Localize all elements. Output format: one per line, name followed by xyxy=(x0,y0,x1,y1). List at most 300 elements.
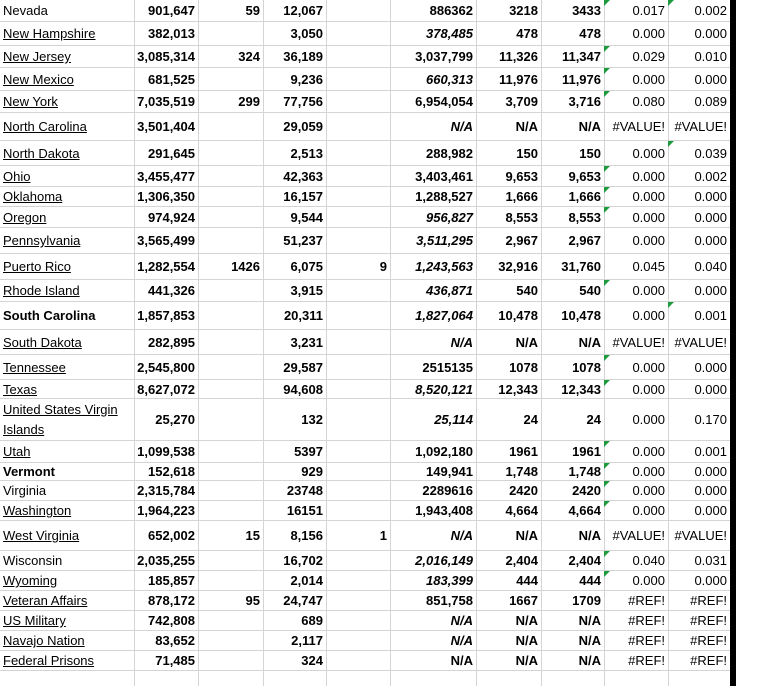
cell-c9: 0.000 xyxy=(694,483,727,498)
cell-c8: #REF! xyxy=(628,653,665,668)
cell-c7: 540 xyxy=(579,283,601,298)
cell-c3: 51,237 xyxy=(283,233,323,248)
cell-c8: 0.000 xyxy=(604,280,668,301)
row-label-link[interactable] xyxy=(0,254,134,279)
row-label-link[interactable] xyxy=(0,399,134,440)
row-label-link[interactable] xyxy=(0,441,134,462)
cell-c8: 0.000 xyxy=(604,481,668,500)
cell-c3: 29,587 xyxy=(283,359,323,375)
cell-c7: 11,347 xyxy=(561,49,601,64)
cell-c5: 1,943,408 xyxy=(415,503,473,518)
cell-c1: 652,002 xyxy=(148,528,195,543)
table-row xyxy=(0,611,730,631)
table-row xyxy=(0,141,730,166)
cell-c6: 150 xyxy=(516,145,538,161)
row-label-link[interactable] xyxy=(0,187,134,206)
cell-c8: 0.000 xyxy=(604,187,668,206)
cell-c2 xyxy=(198,481,263,500)
row-label-link[interactable] xyxy=(0,611,134,630)
cell-warning-indicator[interactable] xyxy=(604,207,610,213)
cell-c6: 10,478 xyxy=(498,308,538,323)
cell-c2 xyxy=(198,187,263,206)
cell-c6: N/A xyxy=(515,633,538,648)
cell-c2 xyxy=(198,551,263,570)
cell-c7: 1,748 xyxy=(568,464,601,479)
cell-warning-indicator[interactable] xyxy=(604,551,610,557)
cell-c9: 0.000 xyxy=(694,26,727,41)
cell-c2 xyxy=(198,380,263,398)
cell-c8: 0.000 xyxy=(632,233,665,248)
row-label-link[interactable] xyxy=(0,631,134,650)
cell-c4 xyxy=(326,141,390,165)
row-label-text: South Carolina xyxy=(3,308,96,323)
cell-c5: 660,313 xyxy=(426,71,473,87)
cell-c8: #VALUE! xyxy=(612,334,665,350)
cell-c7: N/A xyxy=(578,119,601,134)
cell-warning-indicator[interactable] xyxy=(604,463,610,469)
row-label-link[interactable] xyxy=(0,355,134,379)
row-label-text: Ohio xyxy=(3,168,31,184)
cell-c7: N/A xyxy=(578,528,601,543)
row-label xyxy=(0,302,134,329)
cell-c7: 1961 xyxy=(572,444,601,459)
cell-c8: 0.000 xyxy=(604,207,668,227)
row-label-text: Oregon xyxy=(3,209,47,225)
cell-c4 xyxy=(326,330,390,354)
cell-c6: N/A xyxy=(515,334,538,350)
cell-c2 xyxy=(198,441,263,462)
cell-c4: 9 xyxy=(379,259,387,274)
cell-c7: 3433 xyxy=(572,3,601,18)
cell-c5: 1,092,180 xyxy=(415,444,473,459)
cell-c5: N/A xyxy=(450,334,473,350)
table-row xyxy=(0,228,730,254)
cell-c1: 3,565,499 xyxy=(137,233,195,248)
cell-c9: 0.000 xyxy=(694,189,727,204)
cell-c4 xyxy=(326,651,390,670)
cell-c8: 0.000 xyxy=(604,441,668,462)
row-label-link[interactable] xyxy=(0,22,134,45)
cell-c9: 0.000 xyxy=(694,464,727,479)
table-row xyxy=(0,302,730,330)
row-label-text: New Mexico xyxy=(3,71,74,87)
row-label-link[interactable] xyxy=(0,330,134,354)
cell-c5: 2289616 xyxy=(422,483,473,498)
cell-warning-indicator[interactable] xyxy=(668,302,674,308)
cell-c2: 299 xyxy=(238,94,260,109)
cell-c3: 2,513 xyxy=(290,145,323,161)
row-label-link[interactable] xyxy=(0,228,134,253)
cell-warning-indicator[interactable] xyxy=(668,141,674,147)
cell-c3: 5397 xyxy=(294,444,323,459)
table-row xyxy=(0,521,730,551)
table-row xyxy=(0,187,730,207)
cell-c4 xyxy=(326,302,390,329)
cell-c1: 71,485 xyxy=(155,653,195,668)
cell-c4 xyxy=(326,187,390,206)
cell-c2 xyxy=(198,399,263,440)
cell-c1: 152,618 xyxy=(148,464,195,479)
table-row xyxy=(0,441,730,463)
cell-c5: 3,511,295 xyxy=(416,233,473,248)
cell-c5: 6,954,054 xyxy=(415,94,473,109)
cell-c3: 20,311 xyxy=(283,308,323,323)
table-row xyxy=(0,22,730,46)
row-label-text: Navajo Nation xyxy=(3,633,85,648)
row-label-link[interactable] xyxy=(0,166,134,186)
cell-c7: 150 xyxy=(579,145,601,161)
cell-c5: N/A xyxy=(450,613,473,628)
cell-c2 xyxy=(198,501,263,520)
cell-c5: N/A xyxy=(450,653,473,668)
cell-c9: #REF! xyxy=(690,653,727,668)
cell-c1: 185,857 xyxy=(148,573,195,588)
row-label xyxy=(0,463,134,480)
cell-c1: 8,627,072 xyxy=(137,381,195,397)
table-row xyxy=(0,399,730,441)
cell-c6: 8,553 xyxy=(505,209,538,225)
cell-c3: 3,231 xyxy=(290,334,323,350)
cell-c9: 0.000 xyxy=(694,283,727,298)
cell-c4 xyxy=(326,22,390,45)
cell-c4 xyxy=(326,380,390,398)
cell-c8: 0.000 xyxy=(632,412,665,427)
row-label-text: Veteran Affairs xyxy=(3,593,88,608)
row-label xyxy=(0,481,134,500)
row-label-text: Rhode Island xyxy=(3,283,80,298)
cell-c8: 0.000 xyxy=(604,380,668,398)
cell-c2 xyxy=(198,611,263,630)
cell-c1: 681,525 xyxy=(148,71,195,87)
cell-c4 xyxy=(326,68,390,90)
cell-c8: 0.000 xyxy=(604,501,668,520)
row-label-text: Vermont xyxy=(3,464,56,479)
cell-c2: 95 xyxy=(245,593,260,608)
cell-c2: 1426 xyxy=(231,259,260,274)
cell-c4 xyxy=(326,631,390,650)
cell-c9: 0.089 xyxy=(694,94,727,109)
row-label-text: Federal Prisons xyxy=(3,653,95,668)
row-label-text: Wyoming xyxy=(3,573,58,588)
cell-c9: #REF! xyxy=(690,633,727,648)
row-label-text: United States Virgin Islands xyxy=(3,401,118,437)
row-label-link[interactable] xyxy=(0,521,134,550)
row-label-link[interactable] xyxy=(0,380,134,398)
row-label-text: South Dakota xyxy=(3,334,82,350)
cell-c7: 9,653 xyxy=(568,168,601,184)
cell-c6: N/A xyxy=(515,119,538,134)
cell-c4 xyxy=(326,113,390,140)
cell-c7: 11,976 xyxy=(561,71,601,87)
cell-c3: 23748 xyxy=(286,483,323,498)
row-label-text: Virginia xyxy=(3,483,47,498)
cell-c4 xyxy=(326,611,390,630)
cell-c3: 24,747 xyxy=(283,593,323,608)
grid-edge-bar xyxy=(730,0,736,686)
cell-warning-indicator[interactable] xyxy=(604,571,610,577)
cell-c6: 3,709 xyxy=(505,94,538,109)
cell-c1: 3,501,404 xyxy=(137,119,195,134)
cell-c1: 282,895 xyxy=(148,334,195,350)
cell-warning-indicator[interactable] xyxy=(604,46,610,52)
cell-c5: N/A xyxy=(450,528,473,543)
cell-warning-indicator[interactable] xyxy=(604,280,610,286)
cell-c4 xyxy=(326,166,390,186)
cell-c7: 4,664 xyxy=(568,503,601,518)
table-row xyxy=(0,380,730,399)
cell-c8: 0.045 xyxy=(632,259,665,274)
cell-warning-indicator[interactable] xyxy=(604,501,610,507)
cell-c1: 1,964,223 xyxy=(137,503,195,518)
cell-c5: 3,403,461 xyxy=(415,168,473,184)
cell-c1: 742,808 xyxy=(148,613,195,628)
cell-c7: N/A xyxy=(578,334,601,350)
cell-c7: N/A xyxy=(578,613,601,628)
cell-c6: 1078 xyxy=(509,359,538,375)
cell-c4 xyxy=(326,481,390,500)
table-row xyxy=(0,355,730,380)
cell-c2 xyxy=(198,22,263,45)
cell-c8: 0.000 xyxy=(632,308,665,323)
cell-c5: 2,016,149 xyxy=(415,553,473,568)
cell-c2 xyxy=(198,113,263,140)
cell-warning-indicator[interactable] xyxy=(604,441,610,447)
cell-c2 xyxy=(198,207,263,227)
cell-c6: 2,967 xyxy=(505,233,538,248)
row-label-text: Nevada xyxy=(3,3,48,18)
cell-c1: 2,545,800 xyxy=(137,359,195,375)
cell-c5: 183,399 xyxy=(426,573,473,588)
cell-c7: 10,478 xyxy=(561,308,601,323)
cell-c1: 1,282,554 xyxy=(137,259,195,274)
cell-warning-indicator[interactable] xyxy=(604,355,610,361)
cell-c8: #REF! xyxy=(628,613,665,628)
row-label-text: Puerto Rico xyxy=(3,259,71,274)
cell-c9: 0.002 xyxy=(668,0,730,21)
cell-c8: 0.029 xyxy=(604,46,668,67)
row-label-link[interactable] xyxy=(0,571,134,590)
cell-c9: 0.000 xyxy=(694,233,727,248)
cell-c3: 8,156 xyxy=(290,528,323,543)
cell-c3: 29,059 xyxy=(283,119,323,134)
cell-c5: 149,941 xyxy=(426,464,473,479)
cell-c8: 0.017 xyxy=(604,0,668,21)
table-row xyxy=(0,68,730,91)
row-label-link[interactable] xyxy=(0,68,134,90)
row-label-text: US Military xyxy=(3,613,66,628)
cell-c9: #REF! xyxy=(690,613,727,628)
cell-c5: 2515135 xyxy=(422,359,473,375)
table-row xyxy=(0,46,730,68)
cell-c8: #VALUE! xyxy=(612,119,665,134)
cell-c7: 444 xyxy=(579,573,601,588)
cell-c3: 9,544 xyxy=(290,209,323,225)
cell-warning-indicator[interactable] xyxy=(604,68,610,74)
cell-c8: 0.000 xyxy=(604,355,668,379)
cell-c5: 436,871 xyxy=(426,283,473,298)
cell-c2: 324 xyxy=(238,49,260,64)
cell-c6: 32,916 xyxy=(498,259,538,274)
cell-c6: 4,664 xyxy=(505,503,538,518)
cell-c7: 12,343 xyxy=(561,381,601,397)
row-label-link[interactable] xyxy=(0,501,134,520)
cell-warning-indicator[interactable] xyxy=(604,481,610,487)
cell-warning-indicator[interactable] xyxy=(604,91,610,97)
cell-c3: 36,189 xyxy=(283,49,323,64)
cell-c8: #REF! xyxy=(628,633,665,648)
cell-c4 xyxy=(326,207,390,227)
cell-c2 xyxy=(198,355,263,379)
cell-c5: 956,827 xyxy=(426,209,473,225)
cell-c4: 1 xyxy=(379,528,387,543)
cell-c6: 1961 xyxy=(509,444,538,459)
cell-c6: 1,748 xyxy=(505,464,538,479)
table-row xyxy=(0,0,730,22)
cell-c1: 25,270 xyxy=(155,412,195,427)
row-label-link[interactable] xyxy=(0,46,134,67)
cell-c4 xyxy=(326,591,390,610)
cell-c8: 0.000 xyxy=(604,463,668,480)
cell-warning-indicator[interactable] xyxy=(604,187,610,193)
cell-c5: 288,982 xyxy=(426,145,473,161)
cell-c4 xyxy=(326,501,390,520)
cell-c6: 1,666 xyxy=(505,189,538,204)
table-row xyxy=(0,330,730,355)
cell-c9: #REF! xyxy=(690,593,727,608)
row-label-link[interactable] xyxy=(0,207,134,227)
table-row xyxy=(0,254,730,280)
row-label-link[interactable] xyxy=(0,591,134,610)
cell-c7: 1709 xyxy=(572,593,601,608)
cell-warning-indicator[interactable] xyxy=(668,0,674,6)
row-label-text: Pennsylvania xyxy=(3,233,81,248)
cell-c4 xyxy=(326,355,390,379)
row-label-link[interactable] xyxy=(0,91,134,112)
cell-c3: 6,075 xyxy=(290,259,323,274)
cell-c5: N/A xyxy=(450,119,473,134)
cell-c6: N/A xyxy=(515,528,538,543)
cell-c9: 0.039 xyxy=(668,141,730,165)
cell-c5: 25,114 xyxy=(434,412,473,427)
cell-c7: 2420 xyxy=(572,483,601,498)
cell-c9: #VALUE! xyxy=(674,528,727,543)
cell-c5: 1,288,527 xyxy=(415,189,473,204)
table-row xyxy=(0,280,730,302)
cell-c1: 901,647 xyxy=(148,3,195,18)
row-label-text: Utah xyxy=(3,444,31,459)
cell-c4 xyxy=(326,463,390,480)
cell-c8: #REF! xyxy=(628,593,665,608)
cell-c3: 77,756 xyxy=(283,94,323,109)
cell-c9: 0.031 xyxy=(694,553,727,568)
row-label-link[interactable] xyxy=(0,141,134,165)
cell-c8: 0.000 xyxy=(632,26,665,41)
cell-c7: N/A xyxy=(578,653,601,668)
cell-c6: 2420 xyxy=(509,483,538,498)
cell-c1: 441,326 xyxy=(148,283,195,298)
cell-warning-indicator[interactable] xyxy=(604,0,610,6)
row-label-text: Texas xyxy=(3,381,37,397)
cell-c3: 2,117 xyxy=(291,633,323,648)
table-row xyxy=(0,91,730,113)
cell-c9: #VALUE! xyxy=(674,334,727,350)
cell-c7: 1078 xyxy=(572,359,601,375)
cell-c9: #VALUE! xyxy=(674,119,727,134)
cell-c6: 444 xyxy=(516,573,538,588)
row-label-link[interactable] xyxy=(0,113,134,140)
cell-c7: 2,967 xyxy=(568,233,601,248)
table-row xyxy=(0,501,730,521)
cell-c3: 94,608 xyxy=(283,381,323,397)
cell-c3: 324 xyxy=(301,653,323,668)
cell-c6: N/A xyxy=(515,613,538,628)
table-row xyxy=(0,463,730,481)
cell-c7: 8,553 xyxy=(568,209,601,225)
table-row xyxy=(0,571,730,591)
cell-c2 xyxy=(198,141,263,165)
row-label-text: Washington xyxy=(3,503,72,518)
cell-c1: 2,315,784 xyxy=(137,483,195,498)
table-row xyxy=(0,551,730,571)
cell-c8: 0.080 xyxy=(604,91,668,112)
cell-c6: 11,326 xyxy=(498,49,538,64)
cell-c9: 0.000 xyxy=(694,381,727,397)
cell-c2 xyxy=(198,631,263,650)
cell-c1: 83,652 xyxy=(155,633,195,648)
cell-c7: 2,404 xyxy=(568,553,601,568)
cell-c2: 15 xyxy=(245,528,260,543)
cell-c8: 0.000 xyxy=(604,571,668,590)
cell-c4 xyxy=(326,441,390,462)
table-row xyxy=(0,591,730,611)
cell-c1: 1,099,538 xyxy=(137,444,195,459)
cell-c4 xyxy=(326,46,390,67)
cell-c3: 16151 xyxy=(286,503,323,518)
cell-c7: N/A xyxy=(578,633,601,648)
cell-c9: 0.000 xyxy=(694,573,727,588)
cell-c7: 31,760 xyxy=(561,259,601,274)
cell-c9: 0.010 xyxy=(694,49,727,64)
row-label-link[interactable] xyxy=(0,651,134,670)
row-label-link[interactable] xyxy=(0,280,134,301)
cell-c8: 0.000 xyxy=(604,68,668,90)
cell-c3: 3,915 xyxy=(290,283,323,298)
cell-c1: 7,035,519 xyxy=(137,94,195,109)
cell-c2 xyxy=(198,302,263,329)
cell-c9: 0.002 xyxy=(694,168,727,184)
table-row xyxy=(0,651,730,671)
cell-c4 xyxy=(326,280,390,301)
cell-c4 xyxy=(326,551,390,570)
cell-c2 xyxy=(198,280,263,301)
table-row xyxy=(0,481,730,501)
cell-c5: 1,243,563 xyxy=(415,259,473,274)
cell-warning-indicator[interactable] xyxy=(604,166,610,172)
row-label-text: New Hampshire xyxy=(3,26,96,41)
cell-c5: 378,485 xyxy=(426,26,473,41)
cell-c9: 0.170 xyxy=(694,412,727,427)
cell-c7: 478 xyxy=(579,26,601,41)
cell-c5: 851,758 xyxy=(426,593,473,608)
cell-c7: 24 xyxy=(586,412,601,427)
cell-warning-indicator[interactable] xyxy=(604,380,610,386)
cell-c5: 886362 xyxy=(429,3,473,18)
cell-c6: N/A xyxy=(515,653,538,668)
cell-c3: 16,157 xyxy=(283,189,323,204)
cell-c1: 2,035,255 xyxy=(137,553,195,568)
cell-c3: 2,014 xyxy=(290,573,323,588)
row-label-text: Tennessee xyxy=(3,359,66,375)
